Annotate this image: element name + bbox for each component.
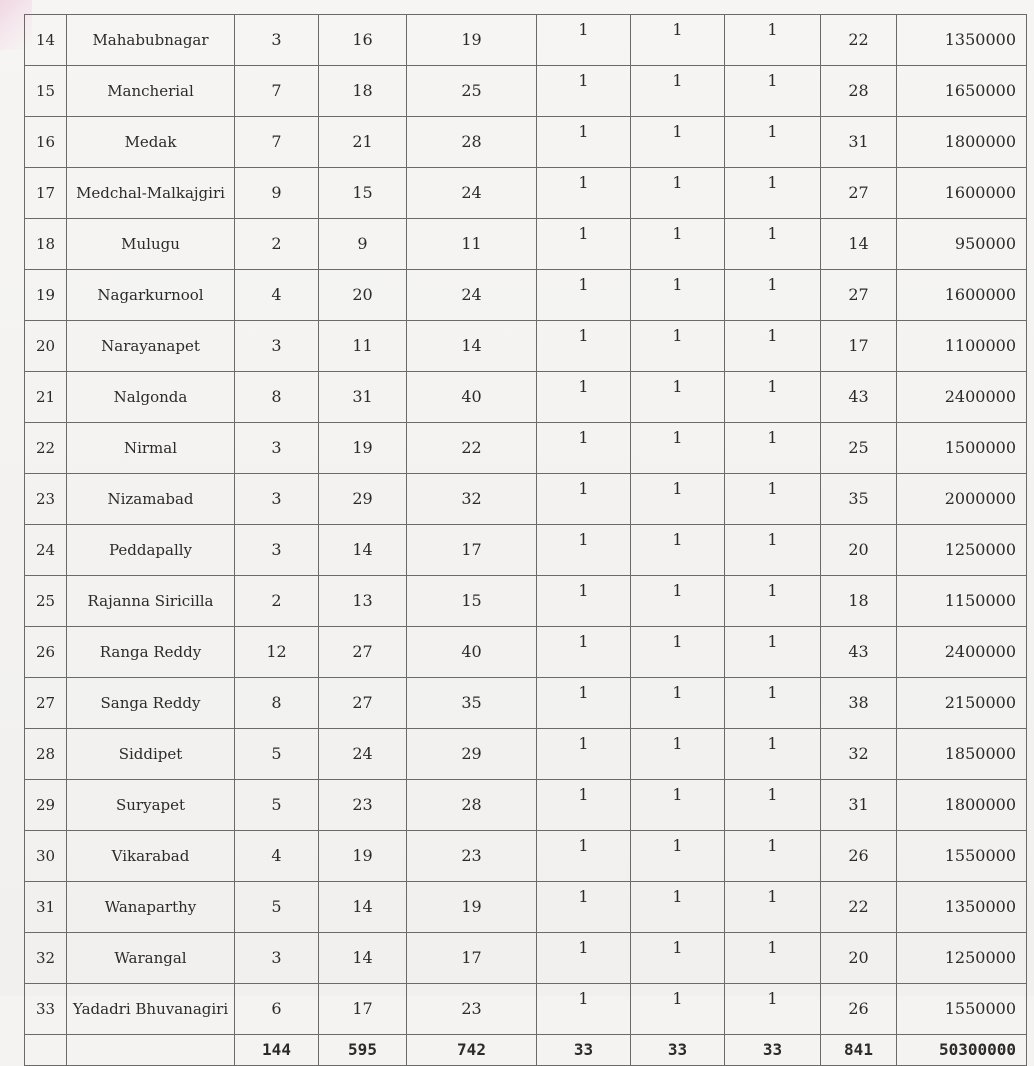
table-row	[25, 15, 1027, 66]
amount-cell: 1800000	[897, 117, 1027, 168]
value-cell-6: 1	[725, 66, 821, 117]
value-cell-6: 1	[725, 576, 821, 627]
district-cell: Mahabubnagar	[67, 15, 235, 66]
sno-cell: 21	[25, 372, 67, 423]
value-cell-2: 14	[319, 882, 407, 933]
value-cell-6: 1	[725, 627, 821, 678]
district-cell: Suryapet	[67, 780, 235, 831]
value-cell-2: 19	[319, 423, 407, 474]
value-cell-1: 3	[235, 423, 319, 474]
value-cell-4: 1	[537, 831, 631, 882]
value-cell-7: 27	[821, 168, 897, 219]
amount-cell: 1550000	[897, 984, 1027, 1035]
sno-cell: 30	[25, 831, 67, 882]
district-cell: Medchal-Malkajgiri	[67, 168, 235, 219]
amount-cell: 1150000	[897, 576, 1027, 627]
totals-row	[25, 1035, 1027, 1066]
value-cell-1: 2	[235, 219, 319, 270]
table-row	[25, 882, 1027, 933]
district-cell: Nalgonda	[67, 372, 235, 423]
value-cell-7: 20	[821, 525, 897, 576]
district-cell: Nirmal	[67, 423, 235, 474]
value-cell-4: 1	[537, 66, 631, 117]
value-cell-5: 1	[631, 780, 725, 831]
value-cell-1: 9	[235, 168, 319, 219]
value-cell-2: 14	[319, 525, 407, 576]
value-cell-1: 3	[235, 933, 319, 984]
value-cell-6: 1	[725, 117, 821, 168]
value-cell-4: 1	[537, 933, 631, 984]
value-cell-6: 1	[725, 219, 821, 270]
district-cell: Siddipet	[67, 729, 235, 780]
total-district-cell	[67, 1035, 235, 1066]
total-c7: 841	[821, 1035, 897, 1066]
value-cell-1: 5	[235, 780, 319, 831]
table-row	[25, 117, 1027, 168]
value-cell-1: 8	[235, 678, 319, 729]
total-c6: 33	[725, 1035, 821, 1066]
value-cell-5: 1	[631, 15, 725, 66]
value-cell-7: 43	[821, 627, 897, 678]
value-cell-5: 1	[631, 270, 725, 321]
sno-cell: 32	[25, 933, 67, 984]
value-cell-5: 1	[631, 372, 725, 423]
value-cell-1: 8	[235, 372, 319, 423]
table-row	[25, 321, 1027, 372]
value-cell-7: 31	[821, 117, 897, 168]
value-cell-7: 22	[821, 882, 897, 933]
value-cell-4: 1	[537, 474, 631, 525]
total-c3: 742	[407, 1035, 537, 1066]
sno-cell: 27	[25, 678, 67, 729]
value-cell-4: 1	[537, 576, 631, 627]
district-cell: Sanga Reddy	[67, 678, 235, 729]
value-cell-3: 24	[407, 168, 537, 219]
district-cell: Vikarabad	[67, 831, 235, 882]
district-cell: Ranga Reddy	[67, 627, 235, 678]
value-cell-6: 1	[725, 372, 821, 423]
sno-cell: 19	[25, 270, 67, 321]
table-row	[25, 423, 1027, 474]
sno-cell: 26	[25, 627, 67, 678]
value-cell-6: 1	[725, 882, 821, 933]
value-cell-3: 40	[407, 627, 537, 678]
value-cell-6: 1	[725, 321, 821, 372]
value-cell-4: 1	[537, 270, 631, 321]
value-cell-3: 19	[407, 882, 537, 933]
value-cell-1: 5	[235, 882, 319, 933]
value-cell-4: 1	[537, 678, 631, 729]
value-cell-2: 24	[319, 729, 407, 780]
value-cell-2: 23	[319, 780, 407, 831]
table-body	[25, 15, 1027, 1066]
value-cell-7: 22	[821, 15, 897, 66]
value-cell-7: 35	[821, 474, 897, 525]
value-cell-2: 18	[319, 66, 407, 117]
table-row	[25, 729, 1027, 780]
value-cell-1: 3	[235, 525, 319, 576]
value-cell-2: 17	[319, 984, 407, 1035]
value-cell-5: 1	[631, 627, 725, 678]
value-cell-3: 40	[407, 372, 537, 423]
amount-cell: 2000000	[897, 474, 1027, 525]
value-cell-4: 1	[537, 984, 631, 1035]
table-row	[25, 372, 1027, 423]
amount-cell: 1850000	[897, 729, 1027, 780]
value-cell-5: 1	[631, 576, 725, 627]
table-row	[25, 627, 1027, 678]
district-cell: Mancherial	[67, 66, 235, 117]
value-cell-3: 11	[407, 219, 537, 270]
value-cell-2: 29	[319, 474, 407, 525]
value-cell-6: 1	[725, 474, 821, 525]
sno-cell: 22	[25, 423, 67, 474]
district-cell: Mulugu	[67, 219, 235, 270]
value-cell-2: 13	[319, 576, 407, 627]
table-row	[25, 219, 1027, 270]
table-row	[25, 474, 1027, 525]
district-cell: Nizamabad	[67, 474, 235, 525]
district-cell: Yadadri Bhuvanagiri	[67, 984, 235, 1035]
table-row	[25, 270, 1027, 321]
value-cell-7: 14	[821, 219, 897, 270]
value-cell-5: 1	[631, 66, 725, 117]
value-cell-6: 1	[725, 168, 821, 219]
district-cell: Warangal	[67, 933, 235, 984]
value-cell-6: 1	[725, 729, 821, 780]
value-cell-4: 1	[537, 525, 631, 576]
value-cell-2: 11	[319, 321, 407, 372]
value-cell-5: 1	[631, 423, 725, 474]
table-row	[25, 780, 1027, 831]
sno-cell: 31	[25, 882, 67, 933]
table-row	[25, 678, 1027, 729]
value-cell-6: 1	[725, 270, 821, 321]
value-cell-4: 1	[537, 780, 631, 831]
value-cell-2: 19	[319, 831, 407, 882]
table-row	[25, 831, 1027, 882]
value-cell-5: 1	[631, 831, 725, 882]
amount-cell: 1250000	[897, 933, 1027, 984]
sno-cell: 17	[25, 168, 67, 219]
amount-cell: 2400000	[897, 372, 1027, 423]
sno-cell: 18	[25, 219, 67, 270]
value-cell-6: 1	[725, 831, 821, 882]
amount-cell: 1600000	[897, 168, 1027, 219]
value-cell-1: 5	[235, 729, 319, 780]
table-row	[25, 933, 1027, 984]
sno-cell: 29	[25, 780, 67, 831]
value-cell-7: 17	[821, 321, 897, 372]
value-cell-3: 35	[407, 678, 537, 729]
sno-cell: 23	[25, 474, 67, 525]
total-amount: 50300000	[897, 1035, 1027, 1066]
sno-cell: 20	[25, 321, 67, 372]
value-cell-3: 19	[407, 15, 537, 66]
value-cell-5: 1	[631, 168, 725, 219]
value-cell-3: 14	[407, 321, 537, 372]
value-cell-7: 43	[821, 372, 897, 423]
value-cell-4: 1	[537, 423, 631, 474]
value-cell-3: 29	[407, 729, 537, 780]
value-cell-2: 20	[319, 270, 407, 321]
value-cell-3: 32	[407, 474, 537, 525]
district-cell: Rajanna Siricilla	[67, 576, 235, 627]
value-cell-3: 17	[407, 525, 537, 576]
value-cell-4: 1	[537, 882, 631, 933]
value-cell-7: 26	[821, 831, 897, 882]
value-cell-4: 1	[537, 372, 631, 423]
value-cell-5: 1	[631, 882, 725, 933]
value-cell-7: 32	[821, 729, 897, 780]
table-row	[25, 576, 1027, 627]
value-cell-2: 15	[319, 168, 407, 219]
value-cell-4: 1	[537, 627, 631, 678]
sno-cell: 28	[25, 729, 67, 780]
amount-cell: 1250000	[897, 525, 1027, 576]
table-row	[25, 525, 1027, 576]
value-cell-5: 1	[631, 729, 725, 780]
value-cell-5: 1	[631, 678, 725, 729]
value-cell-2: 16	[319, 15, 407, 66]
value-cell-1: 4	[235, 270, 319, 321]
value-cell-3: 23	[407, 984, 537, 1035]
value-cell-6: 1	[725, 15, 821, 66]
value-cell-6: 1	[725, 423, 821, 474]
sno-cell: 33	[25, 984, 67, 1035]
value-cell-1: 3	[235, 15, 319, 66]
value-cell-1: 4	[235, 831, 319, 882]
value-cell-6: 1	[725, 525, 821, 576]
value-cell-3: 24	[407, 270, 537, 321]
value-cell-3: 25	[407, 66, 537, 117]
table-row	[25, 168, 1027, 219]
value-cell-7: 27	[821, 270, 897, 321]
value-cell-1: 12	[235, 627, 319, 678]
value-cell-7: 26	[821, 984, 897, 1035]
value-cell-1: 2	[235, 576, 319, 627]
value-cell-1: 3	[235, 321, 319, 372]
amount-cell: 1100000	[897, 321, 1027, 372]
value-cell-7: 31	[821, 780, 897, 831]
total-c4: 33	[537, 1035, 631, 1066]
value-cell-2: 31	[319, 372, 407, 423]
value-cell-7: 25	[821, 423, 897, 474]
amount-cell: 1650000	[897, 66, 1027, 117]
table-row	[25, 66, 1027, 117]
value-cell-7: 38	[821, 678, 897, 729]
value-cell-4: 1	[537, 729, 631, 780]
district-cell: Nagarkurnool	[67, 270, 235, 321]
value-cell-4: 1	[537, 117, 631, 168]
value-cell-1: 3	[235, 474, 319, 525]
amount-cell: 1800000	[897, 780, 1027, 831]
value-cell-5: 1	[631, 525, 725, 576]
value-cell-4: 1	[537, 321, 631, 372]
amount-cell: 1600000	[897, 270, 1027, 321]
value-cell-3: 15	[407, 576, 537, 627]
value-cell-6: 1	[725, 933, 821, 984]
sno-cell: 25	[25, 576, 67, 627]
value-cell-1: 7	[235, 117, 319, 168]
sno-cell: 24	[25, 525, 67, 576]
value-cell-2: 14	[319, 933, 407, 984]
amount-cell: 1500000	[897, 423, 1027, 474]
table-row	[25, 984, 1027, 1035]
value-cell-6: 1	[725, 678, 821, 729]
value-cell-7: 28	[821, 66, 897, 117]
value-cell-6: 1	[725, 780, 821, 831]
amount-cell: 1350000	[897, 15, 1027, 66]
value-cell-4: 1	[537, 219, 631, 270]
amount-cell: 2400000	[897, 627, 1027, 678]
district-cell: Peddapally	[67, 525, 235, 576]
value-cell-3: 28	[407, 117, 537, 168]
total-sno-cell	[25, 1035, 67, 1066]
sno-cell: 15	[25, 66, 67, 117]
district-cell: Medak	[67, 117, 235, 168]
sno-cell: 16	[25, 117, 67, 168]
value-cell-5: 1	[631, 474, 725, 525]
value-cell-2: 27	[319, 627, 407, 678]
amount-cell: 1550000	[897, 831, 1027, 882]
district-cell: Narayanapet	[67, 321, 235, 372]
total-c1: 144	[235, 1035, 319, 1066]
value-cell-1: 7	[235, 66, 319, 117]
value-cell-2: 9	[319, 219, 407, 270]
amount-cell: 2150000	[897, 678, 1027, 729]
value-cell-5: 1	[631, 933, 725, 984]
sno-cell: 14	[25, 15, 67, 66]
value-cell-3: 17	[407, 933, 537, 984]
value-cell-5: 1	[631, 321, 725, 372]
value-cell-7: 18	[821, 576, 897, 627]
value-cell-4: 1	[537, 168, 631, 219]
amount-cell: 1350000	[897, 882, 1027, 933]
value-cell-7: 20	[821, 933, 897, 984]
value-cell-4: 1	[537, 15, 631, 66]
value-cell-5: 1	[631, 219, 725, 270]
total-c2: 595	[319, 1035, 407, 1066]
value-cell-5: 1	[631, 117, 725, 168]
value-cell-2: 27	[319, 678, 407, 729]
value-cell-6: 1	[725, 984, 821, 1035]
amount-cell: 950000	[897, 219, 1027, 270]
district-cell: Wanaparthy	[67, 882, 235, 933]
value-cell-3: 23	[407, 831, 537, 882]
value-cell-2: 21	[319, 117, 407, 168]
value-cell-3: 28	[407, 780, 537, 831]
district-table	[24, 14, 1027, 1066]
total-c5: 33	[631, 1035, 725, 1066]
value-cell-5: 1	[631, 984, 725, 1035]
value-cell-3: 22	[407, 423, 537, 474]
value-cell-1: 6	[235, 984, 319, 1035]
